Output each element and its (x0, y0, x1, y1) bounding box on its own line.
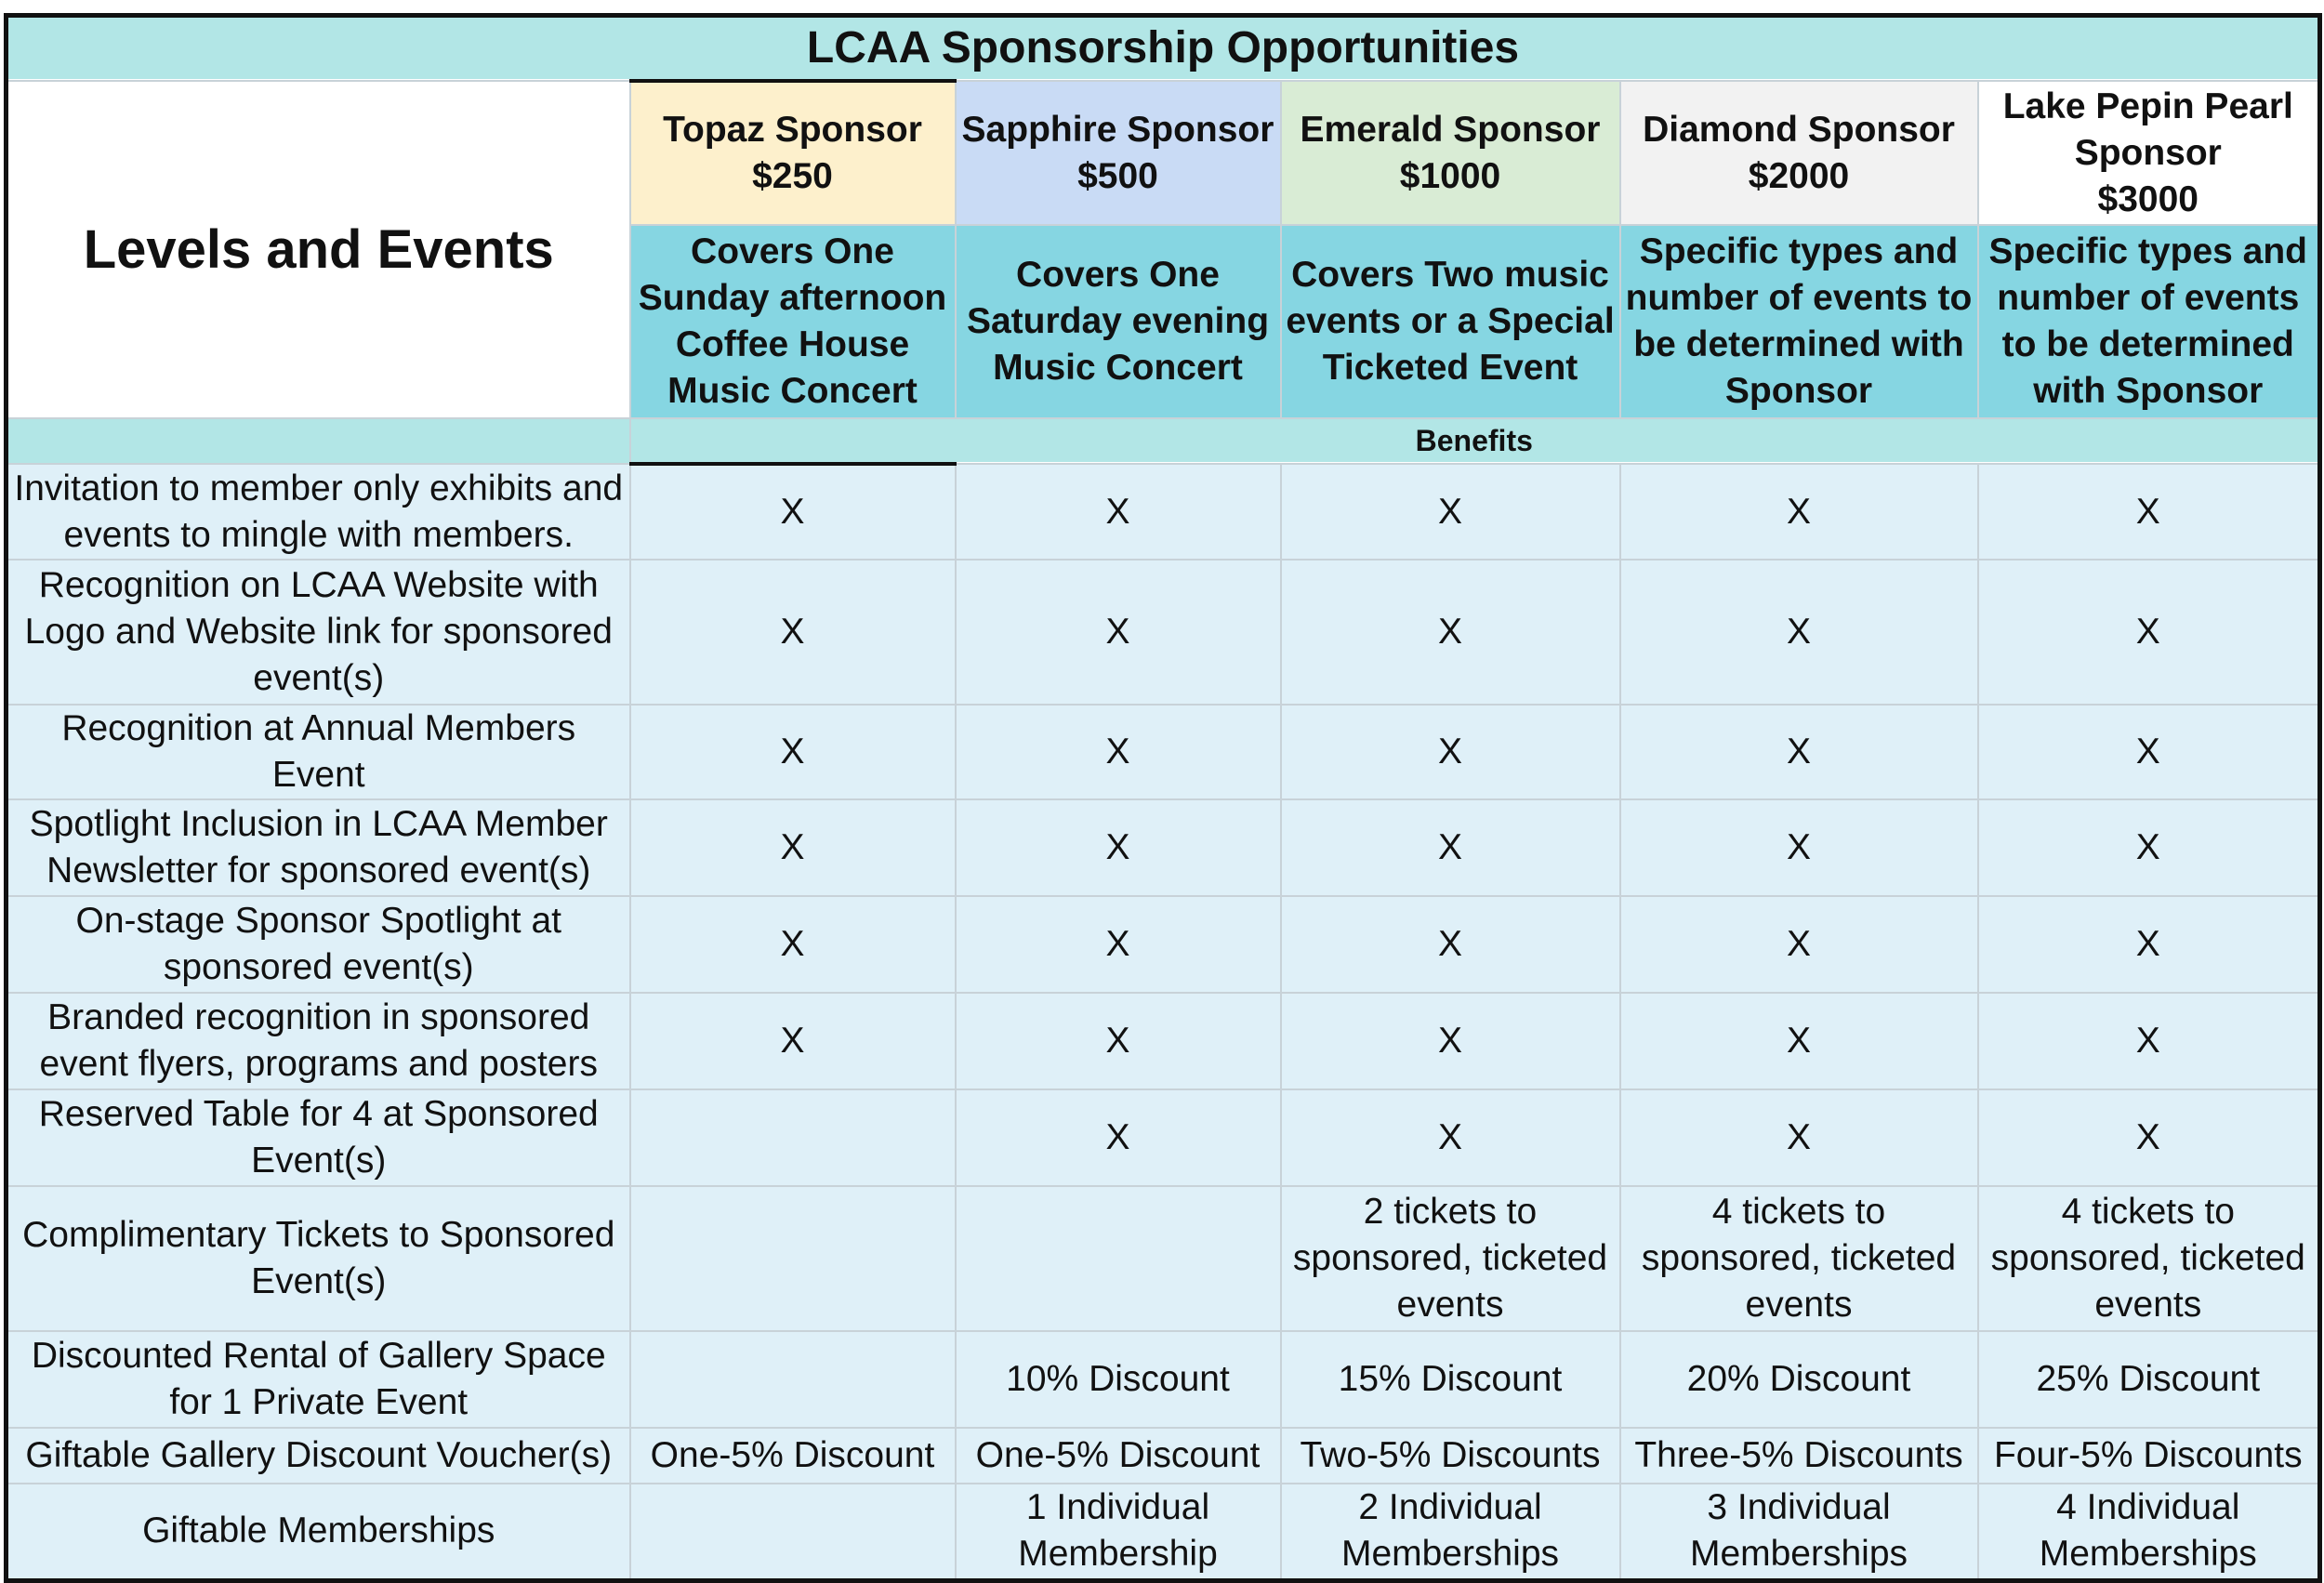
level-description: Specific types and number of events to be determined with Sponsor (1620, 225, 1978, 418)
benefit-value: 10% Discount (956, 1331, 1281, 1428)
benefit-value (630, 1089, 956, 1186)
benefit-value: X (1978, 993, 2320, 1089)
benefit-value (630, 1484, 956, 1580)
benefit-row (7, 464, 2320, 560)
benefit-value: 25% Discount (1978, 1331, 2320, 1428)
level-header (1281, 81, 1620, 225)
benefit-row (7, 705, 2320, 799)
sponsorship-sheet (4, 13, 2317, 1583)
benefit-row (7, 799, 2320, 896)
benefit-name: Recognition on LCAA Website with Logo and Website link for sponsored event(s) (7, 560, 630, 705)
benefit-name: Spotlight Inclusion in LCAA Member Newsletter for sponsored event(s) (7, 799, 630, 896)
benefit-value: X (956, 993, 1281, 1089)
level-price: $2000 (1748, 155, 1850, 196)
level-name: Lake Pepin Pearl Sponsor (2002, 86, 2293, 173)
benefit-value: X (956, 1089, 1281, 1186)
sponsorship-table (4, 13, 2322, 1583)
benefit-value: X (630, 993, 956, 1089)
benefit-value (630, 1331, 956, 1428)
level-name: Emerald Sponsor (1300, 109, 1601, 150)
benefit-value: 1 Individual Membership (956, 1484, 1281, 1580)
benefit-value: X (1978, 560, 2320, 705)
benefit-value: 4 tickets to sponsored, ticketed events (1620, 1186, 1978, 1331)
level-description: Specific types and number of events to be determined with Sponsor (1978, 225, 2320, 418)
benefit-value: X (630, 464, 956, 560)
benefit-row (7, 993, 2320, 1089)
benefit-value: 4 tickets to sponsored, ticketed events (1978, 1186, 2320, 1331)
benefit-value: X (956, 464, 1281, 560)
benefits-label: Benefits (630, 418, 2320, 464)
benefit-value: 20% Discount (1620, 1331, 1978, 1428)
benefit-value: X (1281, 560, 1620, 705)
level-name: Topaz Sponsor (663, 110, 922, 150)
benefit-name: Complimentary Tickets to Sponsored Event(s) (7, 1186, 630, 1331)
level-header (1978, 81, 2320, 225)
benefit-value: X (1978, 464, 2320, 560)
benefit-value: X (1281, 464, 1620, 560)
benefit-row (7, 1089, 2320, 1186)
benefit-value: X (1978, 896, 2320, 993)
benefit-value: X (1978, 1089, 2320, 1186)
benefit-value: X (1620, 464, 1978, 560)
level-header (1620, 81, 1978, 225)
benefit-value: X (956, 560, 1281, 705)
benefit-row (7, 560, 2320, 705)
benefit-value (956, 1186, 1281, 1331)
benefit-value: X (1620, 896, 1978, 993)
benefit-value: X (1281, 705, 1620, 799)
benefit-value: X (1978, 799, 2320, 896)
benefit-value: 2 Individual Memberships (1281, 1484, 1620, 1580)
level-price: $1000 (1399, 155, 1501, 196)
level-description: Covers Two music events or a Special Ticketed Event (1281, 225, 1620, 418)
benefit-name: Giftable Gallery Discount Voucher(s) (7, 1428, 630, 1484)
benefit-value: X (1281, 799, 1620, 896)
benefit-name: Reserved Table for 4 at Sponsored Event(s) (7, 1089, 630, 1186)
benefit-value: X (630, 560, 956, 705)
benefit-value: 2 tickets to sponsored, ticketed events (1281, 1186, 1620, 1331)
benefit-value: One-5% Discount (956, 1428, 1281, 1484)
benefit-value: X (956, 799, 1281, 896)
benefit-row (7, 1186, 2320, 1331)
benefit-value: 4 Individual Memberships (1978, 1484, 2320, 1580)
benefits-label-spacer (7, 418, 630, 464)
benefit-value: One-5% Discount (630, 1428, 956, 1484)
benefit-value: X (1620, 993, 1978, 1089)
benefit-value: X (1978, 705, 2320, 799)
benefit-value: Three-5% Discounts (1620, 1428, 1978, 1484)
level-name: Diamond Sponsor (1643, 109, 1955, 150)
benefit-name: Branded recognition in sponsored event flyers, programs and posters (7, 993, 630, 1089)
level-header (630, 81, 956, 225)
benefit-value: X (956, 705, 1281, 799)
benefit-name: Giftable Memberships (7, 1484, 630, 1580)
row-header: Levels and Events (7, 81, 630, 418)
benefit-value: X (1620, 705, 1978, 799)
benefit-value: Two-5% Discounts (1281, 1428, 1620, 1484)
benefit-value: 3 Individual Memberships (1620, 1484, 1978, 1580)
benefit-value (630, 1186, 956, 1331)
benefit-name: Discounted Rental of Gallery Space for 1 Private Event (7, 1331, 630, 1428)
level-header (956, 81, 1281, 225)
level-price: $3000 (2097, 178, 2199, 219)
benefit-value: X (956, 896, 1281, 993)
level-price: $500 (1077, 155, 1158, 196)
benefit-value: X (1281, 993, 1620, 1089)
benefit-value: X (1620, 799, 1978, 896)
benefit-value: 15% Discount (1281, 1331, 1620, 1428)
benefit-name: Invitation to member only exhibits and events to mingle with members. (7, 464, 630, 560)
benefit-row (7, 1331, 2320, 1428)
sheet-title: LCAA Sponsorship Opportunities (7, 16, 2320, 82)
benefit-value: X (630, 896, 956, 993)
benefit-row (7, 1484, 2320, 1580)
benefit-value: X (1281, 1089, 1620, 1186)
benefit-value: X (1620, 560, 1978, 705)
benefit-value: Four-5% Discounts (1978, 1428, 2320, 1484)
benefit-row (7, 1428, 2320, 1484)
benefit-value: X (630, 705, 956, 799)
level-name: Sapphire Sponsor (961, 109, 1274, 150)
benefit-row (7, 896, 2320, 993)
level-description: Covers One Sunday afternoon Coffee House Music Concert (630, 225, 956, 418)
level-description: Covers One Saturday evening Music Concert (956, 225, 1281, 418)
benefit-value: X (1620, 1089, 1978, 1186)
benefit-value: X (1281, 896, 1620, 993)
level-price: $250 (752, 156, 833, 196)
benefit-name: Recognition at Annual Members Event (7, 705, 630, 799)
benefit-name: On-stage Sponsor Spotlight at sponsored event(s) (7, 896, 630, 993)
benefit-value: X (630, 799, 956, 896)
